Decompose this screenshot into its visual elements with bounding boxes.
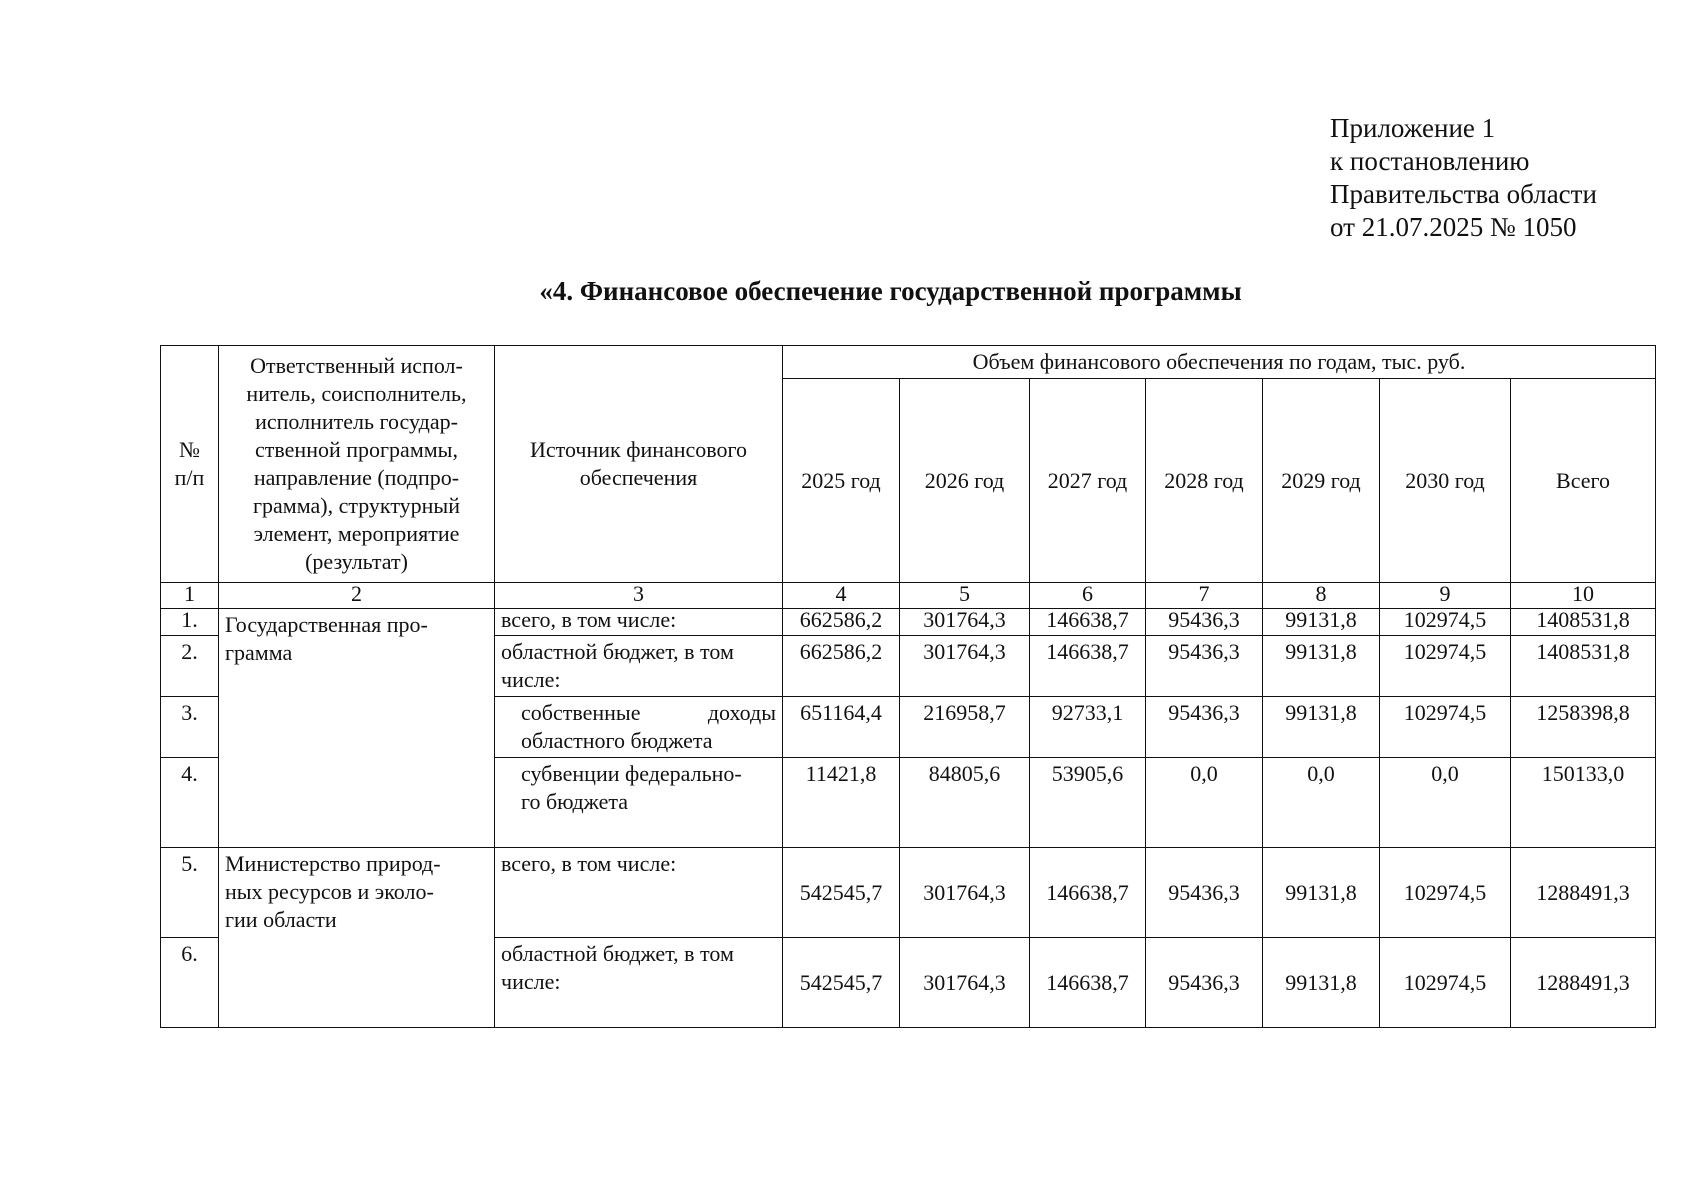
value-cell: 102974,5 [1380,697,1511,758]
value-cell: 11421,8 [783,758,900,848]
value-cell: 146638,7 [1030,848,1146,938]
value-cell: 651164,4 [783,697,900,758]
value-cell: 1408531,8 [1511,609,1656,636]
column-number: 3 [495,583,783,609]
value-cell: 102974,5 [1380,636,1511,697]
source-text: субвенции федерально- [521,761,742,786]
value-cell: 99131,8 [1263,609,1380,636]
executor-text: гии области [225,907,337,932]
row-number: 6. [161,938,219,1028]
row-number: 1. [161,609,219,636]
source-text: областной бюджет, в том [501,941,734,966]
row-number: 2. [161,636,219,697]
value-cell: 92733,1 [1030,697,1146,758]
column-number: 6 [1030,583,1146,609]
value-cell: 102974,5 [1380,609,1511,636]
value-cell: 0,0 [1263,758,1380,848]
table-row [161,609,1656,636]
column-numbers-row [161,583,1656,609]
row-number: 4. [161,758,219,848]
header-text: Источник финансового [529,437,748,462]
value-cell: 301764,3 [900,848,1030,938]
source-cell [495,697,783,758]
source-cell [495,758,783,848]
header-text: грамма), структурный [253,493,460,518]
value-cell: 102974,5 [1380,848,1511,938]
value-cell: 95436,3 [1146,697,1263,758]
appendix-block [1330,112,1597,244]
column-number: 7 [1146,583,1263,609]
header-year-2027: 2027 год [1030,379,1146,583]
value-cell: 146638,7 [1030,609,1146,636]
executor-text: Министерство природ- [225,851,441,876]
header-text: п/п [174,465,205,490]
header-text: элемент, мероприятие [253,521,460,546]
executor-text: Государственная про- [225,612,428,637]
source-text: го бюджета [521,789,629,814]
executor-text: грамма [225,640,293,665]
source-cell [495,636,783,697]
header-text: нитель, соисполнитель, [246,381,467,406]
value-cell: 301764,3 [900,609,1030,636]
column-number: 1 [161,583,219,609]
financing-table [160,345,1656,1028]
value-cell: 95436,3 [1146,636,1263,697]
header-year-2029: 2029 год [1263,379,1380,583]
value-cell: 662586,2 [783,636,900,697]
column-number: 5 [900,583,1030,609]
value-cell: 1288491,3 [1511,848,1656,938]
value-cell: 146638,7 [1030,636,1146,697]
value-cell: 53905,6 [1030,758,1146,848]
source-text: числе: [501,969,561,994]
source-text: областного бюджета [521,728,713,753]
header-text: Ответственный испол- [250,353,463,378]
appendix-line: Приложение 1 [1330,113,1496,143]
value-cell: 1288491,3 [1511,938,1656,1028]
header-year-2028: 2028 год [1146,379,1263,583]
column-number: 8 [1263,583,1380,609]
value-cell: 542545,7 [783,848,900,938]
value-cell: 99131,8 [1263,938,1380,1028]
column-number: 10 [1511,583,1656,609]
header-number-cell [161,346,219,583]
value-cell: 99131,8 [1263,636,1380,697]
header-source-cell [495,346,783,583]
appendix-line: Правительства области [1330,179,1597,209]
header-text: ственной программы, [255,437,458,462]
value-cell: 150133,0 [1511,758,1656,848]
value-cell: 301764,3 [900,938,1030,1028]
header-row [161,346,1656,379]
value-cell: 301764,3 [900,636,1030,697]
value-cell: 99131,8 [1263,848,1380,938]
value-cell: 0,0 [1146,758,1263,848]
source-cell [495,938,783,1028]
value-cell: 99131,8 [1263,697,1380,758]
value-cell: 146638,7 [1030,938,1146,1028]
row-number: 3. [161,697,219,758]
source-cell: всего, в том числе: [495,848,783,938]
source-text: собственные доходы [521,700,776,725]
header-year-2026: 2026 год [900,379,1030,583]
table-row [161,848,1656,938]
header-text: № [179,437,200,462]
header-text: исполнитель государ- [255,409,458,434]
header-group-cell: Объем финансового обеспечения по годам, тыс. руб. [783,346,1656,379]
source-text: числе: [501,667,561,692]
executor-text: ных ресурсов и эколо- [225,879,434,904]
source-cell: всего, в том числе: [495,609,783,636]
executor-cell [219,609,495,848]
row-number: 5. [161,848,219,938]
header-text: обеспечения [579,465,698,490]
executor-cell [219,848,495,1028]
value-cell: 95436,3 [1146,848,1263,938]
column-number: 4 [783,583,900,609]
header-executor-cell [219,346,495,583]
value-cell: 0,0 [1380,758,1511,848]
header-year-2025: 2025 год [783,379,900,583]
value-cell: 662586,2 [783,609,900,636]
column-number: 9 [1380,583,1511,609]
header-total: Всего [1511,379,1656,583]
header-text: (результат) [305,549,408,574]
value-cell: 95436,3 [1146,609,1263,636]
header-text: направление (подпро- [253,465,460,490]
value-cell: 95436,3 [1146,938,1263,1028]
value-cell: 1408531,8 [1511,636,1656,697]
value-cell: 1258398,8 [1511,697,1656,758]
value-cell: 102974,5 [1380,938,1511,1028]
value-cell: 216958,7 [900,697,1030,758]
document-title: «4. Финансовое обеспечение государственной программы [539,276,1242,306]
source-text: областной бюджет, в том [501,639,734,664]
column-number: 2 [219,583,495,609]
appendix-line: от 21.07.2025 № 1050 [1330,212,1577,242]
header-year-2030: 2030 год [1380,379,1511,583]
value-cell: 542545,7 [783,938,900,1028]
appendix-line: к постановлению [1330,146,1530,176]
value-cell: 84805,6 [900,758,1030,848]
